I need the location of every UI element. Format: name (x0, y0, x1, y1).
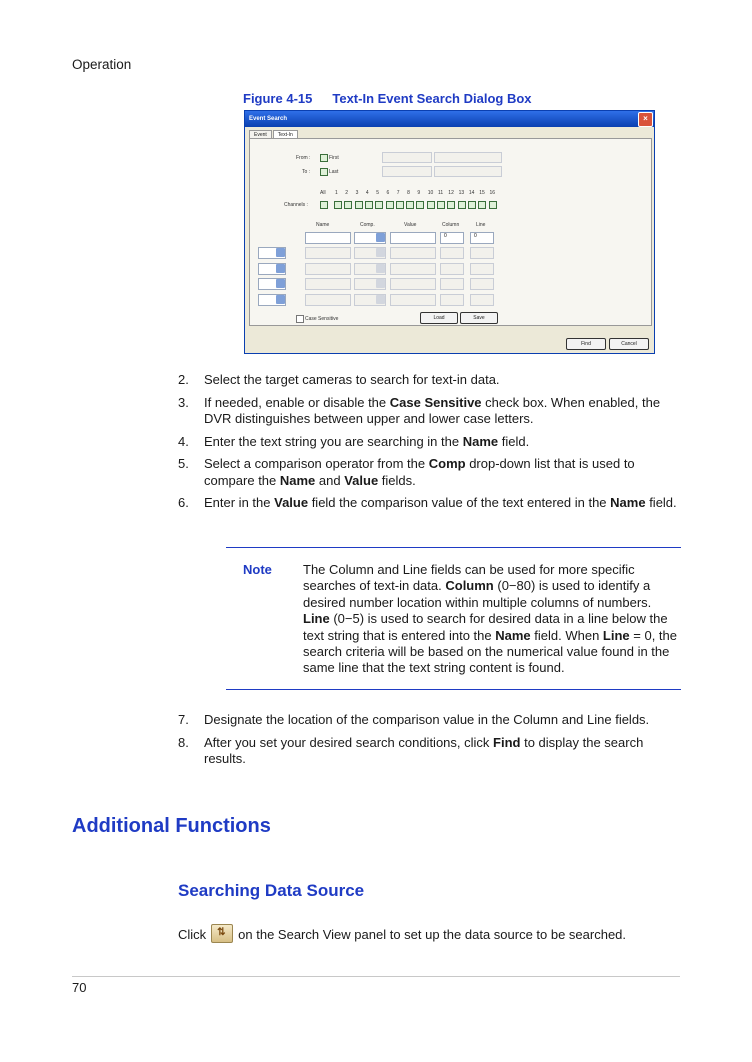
note-box (226, 547, 681, 690)
list-item (178, 434, 688, 451)
step-number: 8. (178, 734, 189, 750)
step-text: Enter in the (204, 495, 275, 510)
channel-number: 14 (468, 190, 475, 196)
column-value: 0 (444, 233, 447, 239)
click-text: Click (178, 927, 207, 942)
step-text: field. (498, 433, 530, 449)
dialog-title: Event Search (249, 116, 288, 122)
name-field[interactable] (305, 247, 351, 259)
to-date-field[interactable] (382, 166, 432, 177)
from-time-field[interactable] (434, 152, 502, 163)
ui-term: Find (493, 734, 521, 750)
dialog-titlebar (245, 111, 654, 127)
channel-number: 1 (335, 190, 338, 196)
figure-number: Figure 4-15 (243, 91, 313, 106)
case-sensitive-checkbox[interactable] (296, 315, 304, 323)
note-text: = 0, the search criteria will be based on the numerical value found in the same line that the text string content is found. (303, 627, 677, 676)
ui-term: Comp (428, 456, 466, 471)
cancel-button[interactable]: Cancel (609, 338, 649, 350)
channel-number: 8 (407, 190, 410, 196)
to-time-field[interactable] (434, 166, 502, 177)
col-line: Line (476, 222, 486, 228)
step-text: to display the search results. (204, 734, 644, 766)
channel-checkbox[interactable] (437, 201, 445, 209)
chevron-down-icon (376, 279, 385, 288)
note-text: The Column and Line fields can be used for more specific searches of text-in data. (303, 562, 635, 594)
figure-title: Text-In Event Search Dialog Box (332, 91, 532, 106)
to-label: To : (302, 169, 311, 175)
ui-term: Line (303, 611, 330, 627)
channel-number: 9 (417, 190, 421, 196)
chevron-down-icon (376, 248, 385, 257)
close-icon[interactable]: × (638, 112, 653, 127)
step-text: After you set your desired search conditions, click (204, 734, 494, 750)
click-text-rest: on the Search View panel to set up the data source to be searched. (238, 927, 627, 942)
line-value: 0 (474, 233, 477, 239)
value-field[interactable] (390, 263, 436, 275)
step-text: check box. When enabled, the DVR distinguishes between upper and lower case letters. (204, 394, 661, 426)
value-field[interactable] (390, 278, 436, 290)
steps-list-continued (178, 712, 688, 774)
ui-term: Name (610, 495, 646, 510)
find-button[interactable]: Find (566, 338, 606, 350)
name-field[interactable] (305, 294, 351, 306)
step-text: fields. (378, 472, 416, 488)
channel-checkbox[interactable] (334, 201, 342, 209)
ui-term: Name (279, 472, 316, 488)
tab-event[interactable]: Event (249, 130, 272, 139)
col-comp: Comp. (360, 222, 375, 228)
figure-caption (243, 91, 532, 106)
channel-checkbox[interactable] (427, 201, 435, 209)
page-number: 70 (72, 980, 87, 995)
line-field[interactable] (470, 278, 494, 290)
col-value: Value (404, 222, 417, 228)
note-text: field. When (530, 627, 603, 643)
column-field[interactable] (440, 278, 464, 290)
section-heading: Additional Functions (72, 815, 271, 837)
channel-checkbox[interactable] (489, 201, 497, 209)
list-item (178, 456, 688, 489)
step-text: field the comparison value of the text entered in the (308, 495, 611, 510)
ui-term: Value (344, 472, 379, 488)
comp-dropdown[interactable] (354, 278, 386, 290)
data-source-icon: ⇅ (211, 924, 233, 943)
ui-term: Name (462, 433, 499, 449)
running-header: Operation (72, 57, 132, 72)
channel-checkbox[interactable] (365, 201, 373, 209)
note-body (303, 562, 681, 677)
channel-number: 4 (365, 190, 369, 196)
from-label: From : (296, 155, 311, 161)
logic-dropdown[interactable] (258, 294, 286, 306)
col-name: Name (316, 222, 330, 228)
note-text: (0−5) is used to search for desired data in a line below the text string that is entered into the (303, 611, 668, 643)
column-field[interactable] (440, 247, 464, 259)
channel-checkbox[interactable] (375, 201, 383, 209)
chevron-down-icon (276, 295, 285, 304)
channel-number: 11 (438, 190, 444, 196)
value-field[interactable] (390, 232, 436, 244)
last-label: Last (329, 169, 339, 175)
step-text: Designate the location of the comparison value in the Column and Line fields. (204, 712, 650, 727)
step-number: 2. (178, 372, 189, 387)
all-channels-checkbox[interactable] (320, 201, 328, 209)
save-button[interactable]: Save (460, 312, 498, 324)
comp-dropdown[interactable] (354, 263, 386, 275)
case-sensitive-label: Case Sensitive (305, 316, 339, 322)
col-column: Column (442, 222, 460, 228)
list-item (178, 735, 688, 768)
step-number: 7. (178, 712, 189, 727)
value-field[interactable] (390, 294, 436, 306)
ui-term: Value (274, 495, 309, 510)
note-text: (0−80) is used to identify a desired number location within multiple columns of numbers. (303, 578, 652, 610)
step-number: 6. (178, 495, 189, 510)
name-field[interactable] (305, 278, 351, 290)
channel-checkbox[interactable] (478, 201, 486, 209)
channel-checkbox[interactable] (355, 201, 363, 209)
first-checkbox[interactable] (320, 154, 328, 162)
list-item (178, 395, 688, 428)
channel-number: 13 (458, 190, 465, 196)
ui-term: Case Sensitive (389, 394, 482, 410)
channel-number: 15 (479, 190, 485, 196)
logic-dropdown[interactable] (258, 247, 286, 259)
ui-term: Column (445, 578, 494, 594)
all-label: All (320, 190, 326, 196)
list-item (178, 372, 688, 389)
ui-term: Name (495, 627, 531, 643)
from-date-field[interactable] (382, 152, 432, 163)
line-field[interactable] (470, 294, 494, 306)
chevron-down-icon (376, 264, 385, 273)
logic-dropdown[interactable] (258, 278, 286, 290)
channel-number: 7 (396, 190, 400, 196)
column-field[interactable] (440, 263, 464, 275)
footer-rule (72, 976, 680, 977)
line-field[interactable] (470, 247, 494, 259)
channel-checkbox[interactable] (406, 201, 414, 209)
channel-number: 6 (386, 190, 390, 196)
channel-checkbox[interactable] (447, 201, 455, 209)
column-field[interactable] (440, 294, 464, 306)
line-field[interactable] (470, 232, 494, 244)
channel-number: 16 (489, 190, 496, 196)
name-field[interactable] (305, 263, 351, 275)
line-field[interactable] (470, 263, 494, 275)
channel-checkbox[interactable] (386, 201, 394, 209)
name-field[interactable] (305, 232, 351, 244)
chevron-down-icon (376, 233, 385, 242)
step-number: 4. (178, 433, 189, 449)
channel-checkbox[interactable] (416, 201, 424, 209)
step-text: drop-down list that is used to compare the (204, 456, 635, 488)
chevron-down-icon (276, 264, 285, 273)
event-search-dialog (244, 110, 655, 354)
channel-number: 2 (345, 190, 349, 196)
steps-list (178, 372, 688, 518)
subsection-heading: Searching Data Source (178, 881, 365, 900)
step-text: field. (645, 495, 677, 510)
step-text: Select the target cameras to search for text-in data. (204, 372, 500, 387)
comp-dropdown[interactable] (354, 247, 386, 259)
chevron-down-icon (276, 248, 285, 257)
channel-number: 5 (376, 190, 379, 196)
channel-number: 3 (355, 190, 359, 196)
channel-checkbox[interactable] (396, 201, 404, 209)
chevron-down-icon (276, 279, 285, 288)
ui-term: Line (602, 627, 630, 643)
step-text: and (315, 472, 345, 488)
click-instruction (178, 924, 626, 943)
last-checkbox[interactable] (320, 168, 328, 176)
tab-text-in[interactable]: Text-In (273, 130, 298, 139)
note-label: Note (243, 562, 272, 577)
step-number: 5. (178, 456, 189, 471)
chevron-down-icon (376, 295, 385, 304)
channel-checkbox[interactable] (468, 201, 476, 209)
step-number: 3. (178, 394, 189, 410)
channel-number: 10 (427, 190, 434, 196)
list-item (178, 712, 688, 729)
comp-dropdown[interactable] (354, 232, 386, 244)
channel-number: 12 (448, 190, 454, 196)
text-in-panel (249, 138, 652, 326)
step-text: Select a comparison operator from the (204, 456, 429, 471)
first-label: First (329, 155, 339, 161)
logic-dropdown[interactable] (258, 263, 286, 275)
comp-dropdown[interactable] (354, 294, 386, 306)
channel-checkbox[interactable] (344, 201, 352, 209)
list-item (178, 495, 688, 512)
column-field[interactable] (440, 232, 464, 244)
step-text: Enter the text string you are searching in the (204, 433, 463, 449)
value-field[interactable] (390, 247, 436, 259)
step-text: If needed, enable or disable the (204, 394, 390, 410)
channel-checkbox[interactable] (458, 201, 466, 209)
channels-label: Channels : (284, 202, 308, 208)
load-button[interactable]: Load (420, 312, 458, 324)
